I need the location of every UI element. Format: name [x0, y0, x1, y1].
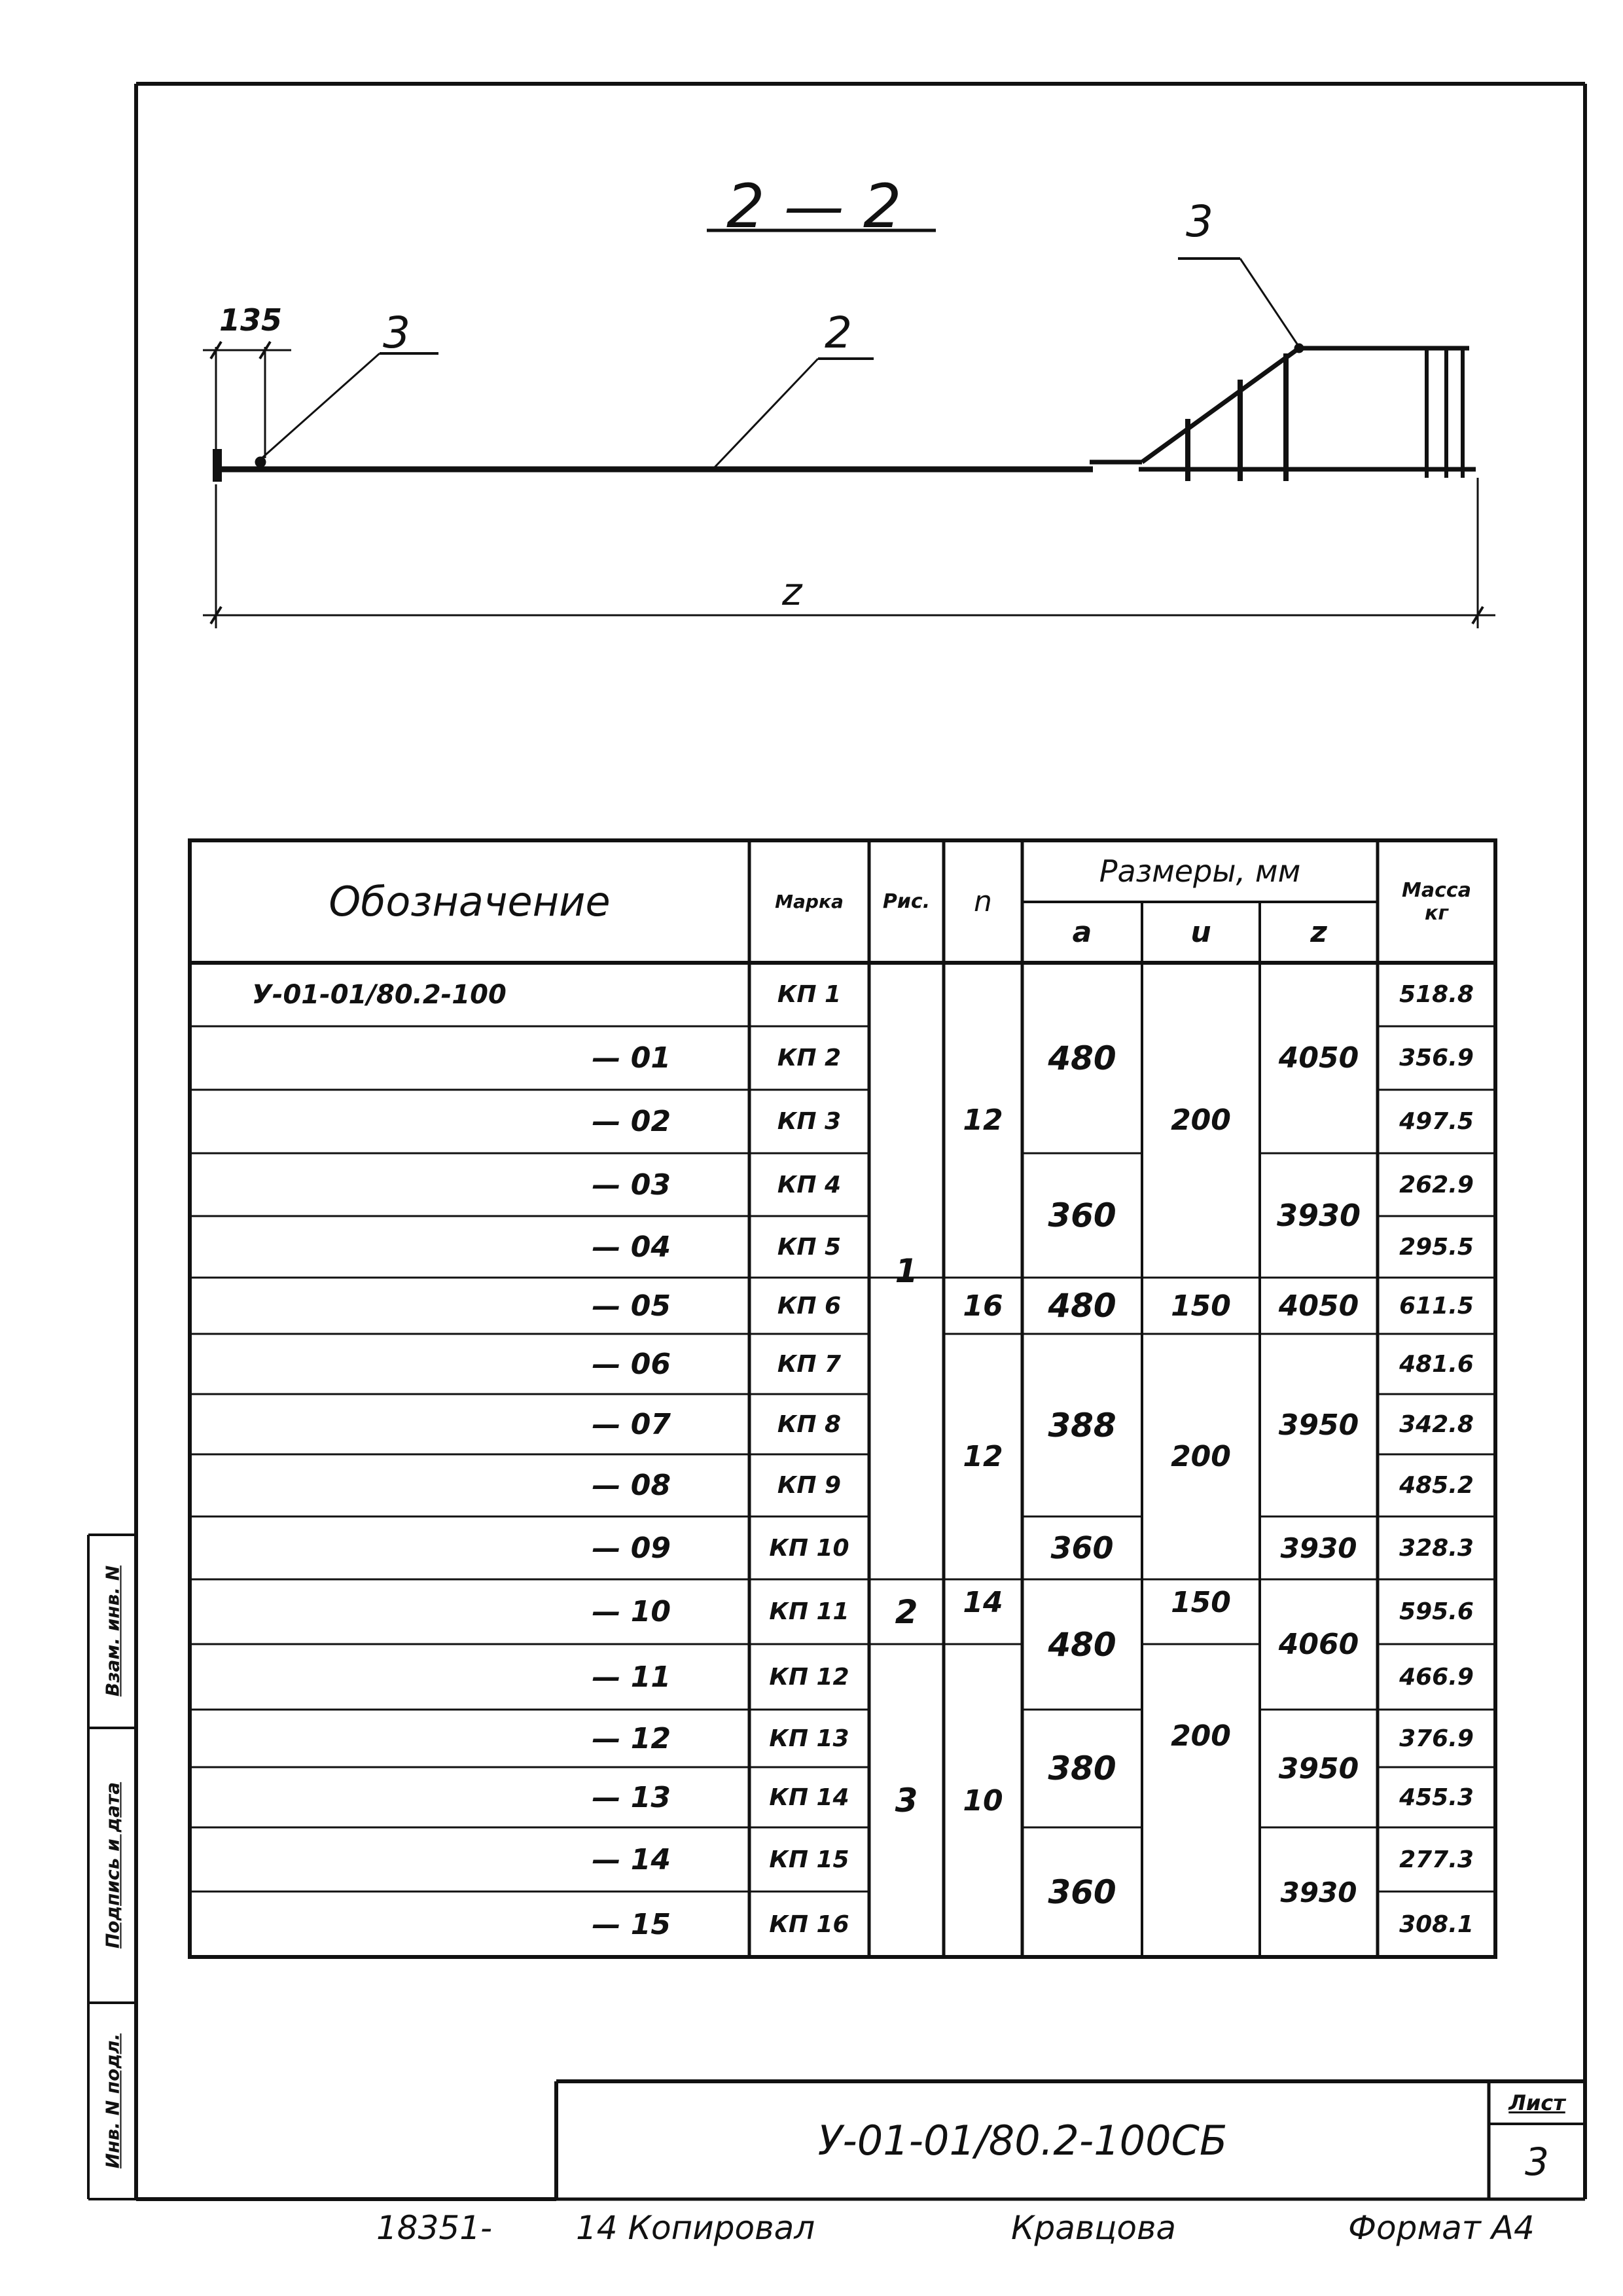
row-designation: — 10 [592, 1595, 671, 1628]
sheet-number: 3 [1525, 2139, 1549, 2184]
merged-z: 4060 [1278, 1628, 1359, 1661]
row-mark: КП 10 [769, 1534, 849, 1562]
row-mass: 277.3 [1399, 1846, 1474, 1873]
merged-u: 200 [1171, 1440, 1231, 1473]
row-mass: 485.2 [1399, 1472, 1474, 1499]
merged-fig: 3 [895, 1782, 918, 1820]
row-designation: — 05 [592, 1289, 671, 1323]
row-mark: КП 11 [769, 1598, 849, 1625]
callout-3-left: 3 [383, 308, 410, 358]
merged-z: 3950 [1278, 1751, 1359, 1785]
row-mark: КП 5 [777, 1233, 842, 1261]
merged-a: 360 [1050, 1530, 1114, 1566]
row-designation: — 13 [592, 1780, 671, 1814]
row-designation: У-01-01/80.2-100 [252, 979, 507, 1010]
row-mark: КП 1 [777, 981, 842, 1008]
merged-u: 200 [1171, 1103, 1231, 1137]
row-mark: КП 9 [777, 1472, 842, 1499]
merged-u: 200 [1171, 1719, 1231, 1753]
row-mark: КП 6 [777, 1292, 842, 1319]
row-mass: 356.9 [1399, 1045, 1474, 1071]
row-designation: — 12 [592, 1721, 671, 1755]
side-stamp-inventory: Инв. N подл. [101, 2033, 124, 2169]
row-designation: — 11 [592, 1660, 671, 1694]
side-stamp-signature: Подпись и дата [101, 1782, 124, 1949]
row-designation: — 06 [592, 1347, 671, 1381]
row-designation: — 15 [592, 1907, 671, 1941]
row-mark: КП 3 [777, 1108, 842, 1135]
header-fig: Рис. [882, 890, 931, 913]
row-mass: 328.3 [1399, 1534, 1474, 1562]
row-mark: КП 13 [769, 1725, 849, 1752]
dimension-135: 135 [219, 302, 283, 338]
merged-z: 4050 [1278, 1289, 1359, 1323]
row-mark: КП 16 [769, 1910, 849, 1938]
merged-n: 16 [963, 1289, 1003, 1323]
merged-z: 3950 [1278, 1408, 1359, 1442]
row-mass: 376.9 [1399, 1725, 1474, 1752]
side-stamp-replaced: Взам. инв. N [101, 1565, 124, 1697]
row-mass: 466.9 [1399, 1663, 1474, 1691]
row-mass: 611.5 [1399, 1292, 1474, 1319]
section-title: 2 — 2 [726, 171, 902, 242]
header-z: z [1310, 916, 1327, 949]
merged-n: 12 [963, 1103, 1003, 1137]
row-designation: — 01 [592, 1041, 671, 1075]
merged-u: 150 [1171, 1586, 1231, 1619]
footer-order: 18351- [376, 2209, 493, 2247]
merged-a: 480 [1048, 1287, 1116, 1325]
header-u: u [1190, 916, 1211, 949]
callout-2: 2 [825, 308, 852, 358]
merged-fig: 2 [895, 1592, 918, 1631]
header-sizes: Размеры, мм [1099, 853, 1301, 889]
merged-z: 3930 [1280, 1532, 1357, 1564]
merged-n: 10 [963, 1784, 1003, 1818]
header-designation: Обозначение [329, 878, 611, 925]
merged-fig: 1 [895, 1252, 918, 1290]
merged-a: 480 [1048, 1039, 1116, 1077]
row-mark: КП 8 [777, 1410, 842, 1438]
footer-copied: 14 Копировал [576, 2209, 815, 2247]
merged-a: 380 [1048, 1749, 1116, 1787]
sheet-label: Лист [1508, 2090, 1565, 2115]
footer-format: Формат А4 [1348, 2209, 1535, 2247]
row-designation: — 03 [592, 1168, 671, 1202]
row-mass: 308.1 [1399, 1910, 1474, 1938]
merged-a: 360 [1048, 1873, 1116, 1911]
merged-z: 4050 [1278, 1041, 1359, 1075]
row-mass: 455.3 [1399, 1784, 1474, 1811]
row-mark: КП 2 [777, 1045, 842, 1071]
merged-a: 388 [1048, 1406, 1116, 1444]
merged-a: 360 [1048, 1196, 1116, 1234]
row-mass: 497.5 [1399, 1108, 1474, 1135]
header-mass: Масса кг [1402, 878, 1471, 925]
row-mark: КП 12 [769, 1663, 849, 1691]
row-designation: — 07 [592, 1407, 671, 1441]
row-mark: КП 7 [777, 1350, 842, 1378]
row-mass: 342.8 [1399, 1410, 1474, 1438]
document-code: У-01-01/80.2-100СБ [817, 2116, 1228, 2164]
dimension-z: z [782, 569, 802, 614]
row-mass: 262.9 [1399, 1171, 1474, 1198]
row-mark: КП 14 [769, 1784, 849, 1811]
merged-u: 150 [1171, 1289, 1231, 1323]
footer-copier: Кравцова [1011, 2209, 1177, 2247]
row-designation: — 14 [592, 1842, 671, 1876]
merged-n: 14 [963, 1586, 1003, 1619]
callout-3-right: 3 [1186, 196, 1213, 247]
merged-a: 480 [1048, 1625, 1116, 1664]
row-designation: — 02 [592, 1105, 671, 1138]
header-n: n [974, 885, 992, 918]
row-designation: — 04 [592, 1230, 671, 1264]
row-designation: — 09 [592, 1531, 671, 1565]
header-mark: Марка [775, 891, 844, 912]
header-a: a [1072, 916, 1092, 949]
row-mass: 481.6 [1399, 1350, 1474, 1378]
row-mass: 518.8 [1399, 981, 1474, 1008]
merged-z: 3930 [1280, 1876, 1357, 1909]
merged-z: 3930 [1276, 1198, 1361, 1233]
row-designation: — 08 [592, 1469, 671, 1502]
row-mass: 295.5 [1399, 1233, 1474, 1261]
row-mark: КП 15 [769, 1846, 849, 1873]
row-mass: 595.6 [1399, 1598, 1474, 1625]
merged-n: 12 [963, 1440, 1003, 1473]
row-mark: КП 4 [777, 1171, 842, 1198]
